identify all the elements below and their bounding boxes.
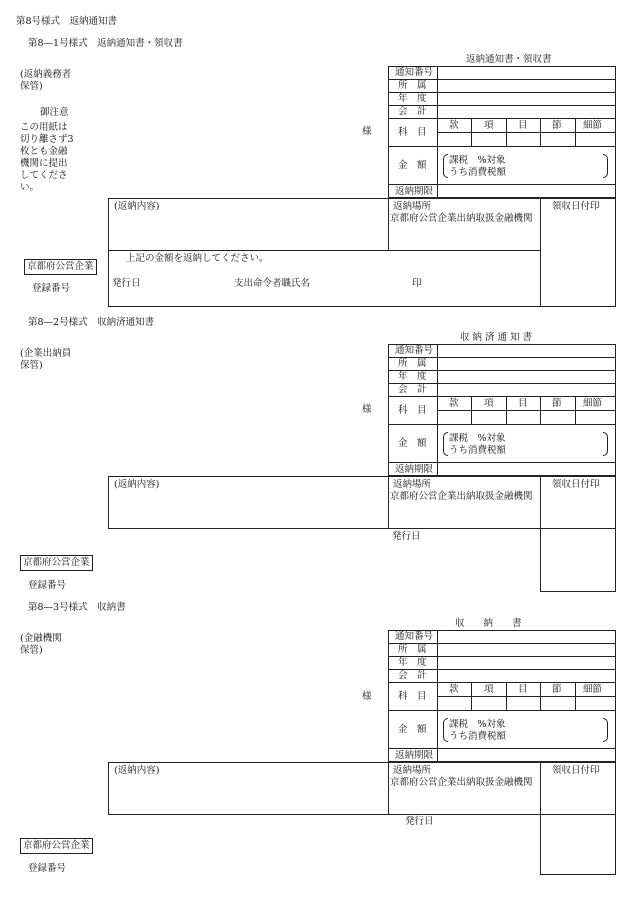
moku-label: 目	[518, 120, 528, 131]
saisetsu-label: 細節	[583, 120, 603, 131]
amount-label: 金 額	[398, 160, 427, 171]
tax-included-label: うち消費税額	[449, 731, 507, 742]
kan-label: 款	[449, 398, 459, 409]
receipt-stamp-label: 領収日付印	[552, 765, 600, 776]
place-label: 返納場所	[393, 479, 432, 490]
issuer-label: 支出命令者職氏名	[234, 278, 311, 289]
setsu-label: 節	[552, 684, 562, 695]
deadline-label: 返納期限	[395, 464, 434, 475]
setsu-label: 節	[552, 120, 562, 131]
dept-label: 所 属	[398, 358, 427, 369]
receipt-stamp-label: 領収日付印	[552, 201, 600, 212]
place-value: 京都府公営企業出納取扱金融機関	[390, 777, 533, 788]
form-name: 収 納 済 通 知 書	[460, 332, 533, 343]
moku-label: 目	[518, 398, 528, 409]
setsu-label: 節	[552, 398, 562, 409]
content-label: (返納内容)	[114, 479, 160, 490]
account-label: 会 計	[398, 670, 427, 681]
form-subtitle: 第8—1号様式 返納通知書・領収書	[28, 38, 183, 49]
moku-label: 目	[518, 684, 528, 695]
subject-label: 科 目	[398, 405, 427, 416]
subject-label: 科 目	[398, 127, 427, 138]
account-label: 会 計	[398, 106, 427, 117]
subject-label: 科 目	[398, 691, 427, 702]
saisetsu-label: 細節	[583, 684, 603, 695]
issue-date-label: 発行日	[392, 531, 421, 542]
tax-target-label: 課税 %対象	[449, 155, 506, 166]
notice-title: 御注意	[40, 107, 69, 118]
place-label: 返納場所	[393, 201, 432, 212]
kou-label: 項	[484, 120, 494, 131]
tax-included-label: うち消費税額	[449, 167, 507, 178]
place-label: 返納場所	[393, 765, 432, 776]
org-name-box: 京都府公営企業	[20, 555, 93, 571]
form-title: 第8号様式 返納通知書	[16, 16, 118, 27]
reg-no-label: 登録番号	[32, 283, 71, 294]
org-name-box: 京都府公営企業	[24, 259, 97, 275]
copy-holder: (企業出納員 保管)	[20, 348, 72, 371]
copy-holder: (返納義務者 保管)	[20, 69, 72, 92]
org-name-box: 京都府公営企業	[20, 838, 93, 854]
seal-label: 印	[412, 278, 422, 289]
form-subtitle: 第8—3号様式 収納書	[28, 602, 126, 613]
sama-label: 様	[362, 691, 372, 702]
issue-date-label: 発行日	[112, 278, 141, 289]
receipt-stamp-label: 領収日付印	[552, 479, 600, 490]
place-value: 京都府公営企業出納取扱金融機関	[390, 213, 533, 224]
year-label: 年 度	[398, 93, 427, 104]
tax-included-label: うち消費税額	[449, 445, 507, 456]
deadline-label: 返納期限	[395, 186, 434, 197]
tax-target-label: 課税 %対象	[449, 433, 506, 444]
reg-no-label: 登録番号	[28, 863, 67, 874]
year-label: 年 度	[398, 371, 427, 382]
kou-label: 項	[484, 398, 494, 409]
tax-target-label: 課税 %対象	[449, 719, 506, 730]
reg-no-label: 登録番号	[28, 580, 67, 591]
copy-holder: (金融機関 保管)	[20, 633, 62, 656]
amount-label: 金 額	[398, 438, 427, 449]
kan-label: 款	[449, 120, 459, 131]
content-label: (返納内容)	[114, 765, 160, 776]
form-subtitle: 第8—2号様式 収納済通知書	[28, 317, 155, 328]
sama-label: 様	[362, 404, 372, 415]
kan-label: 款	[449, 684, 459, 695]
account-label: 会 計	[398, 384, 427, 395]
saisetsu-label: 細節	[583, 398, 603, 409]
kou-label: 項	[484, 684, 494, 695]
content-label: (返納内容)	[114, 201, 160, 212]
dept-label: 所 属	[398, 644, 427, 655]
issue-date-label: 発行日	[405, 816, 434, 827]
instruction-text: 上記の金額を返納してください。	[126, 253, 269, 264]
amount-label: 金 額	[398, 724, 427, 735]
form-name: 収 納 書	[455, 618, 522, 629]
dept-label: 所 属	[398, 80, 427, 91]
sama-label: 様	[362, 126, 372, 137]
notice-no-label: 通知番号	[395, 345, 434, 356]
deadline-label: 返納期限	[395, 750, 434, 761]
form-name: 返納通知書・領収書	[466, 54, 552, 65]
notice-text: この用紙は切り離さず3枚とも金融機関に提出してください。	[20, 122, 74, 193]
year-label: 年 度	[398, 657, 427, 668]
notice-no-label: 通知番号	[395, 67, 434, 78]
place-value: 京都府公営企業出納取扱金融機関	[390, 491, 533, 502]
notice-no-label: 通知番号	[395, 631, 434, 642]
